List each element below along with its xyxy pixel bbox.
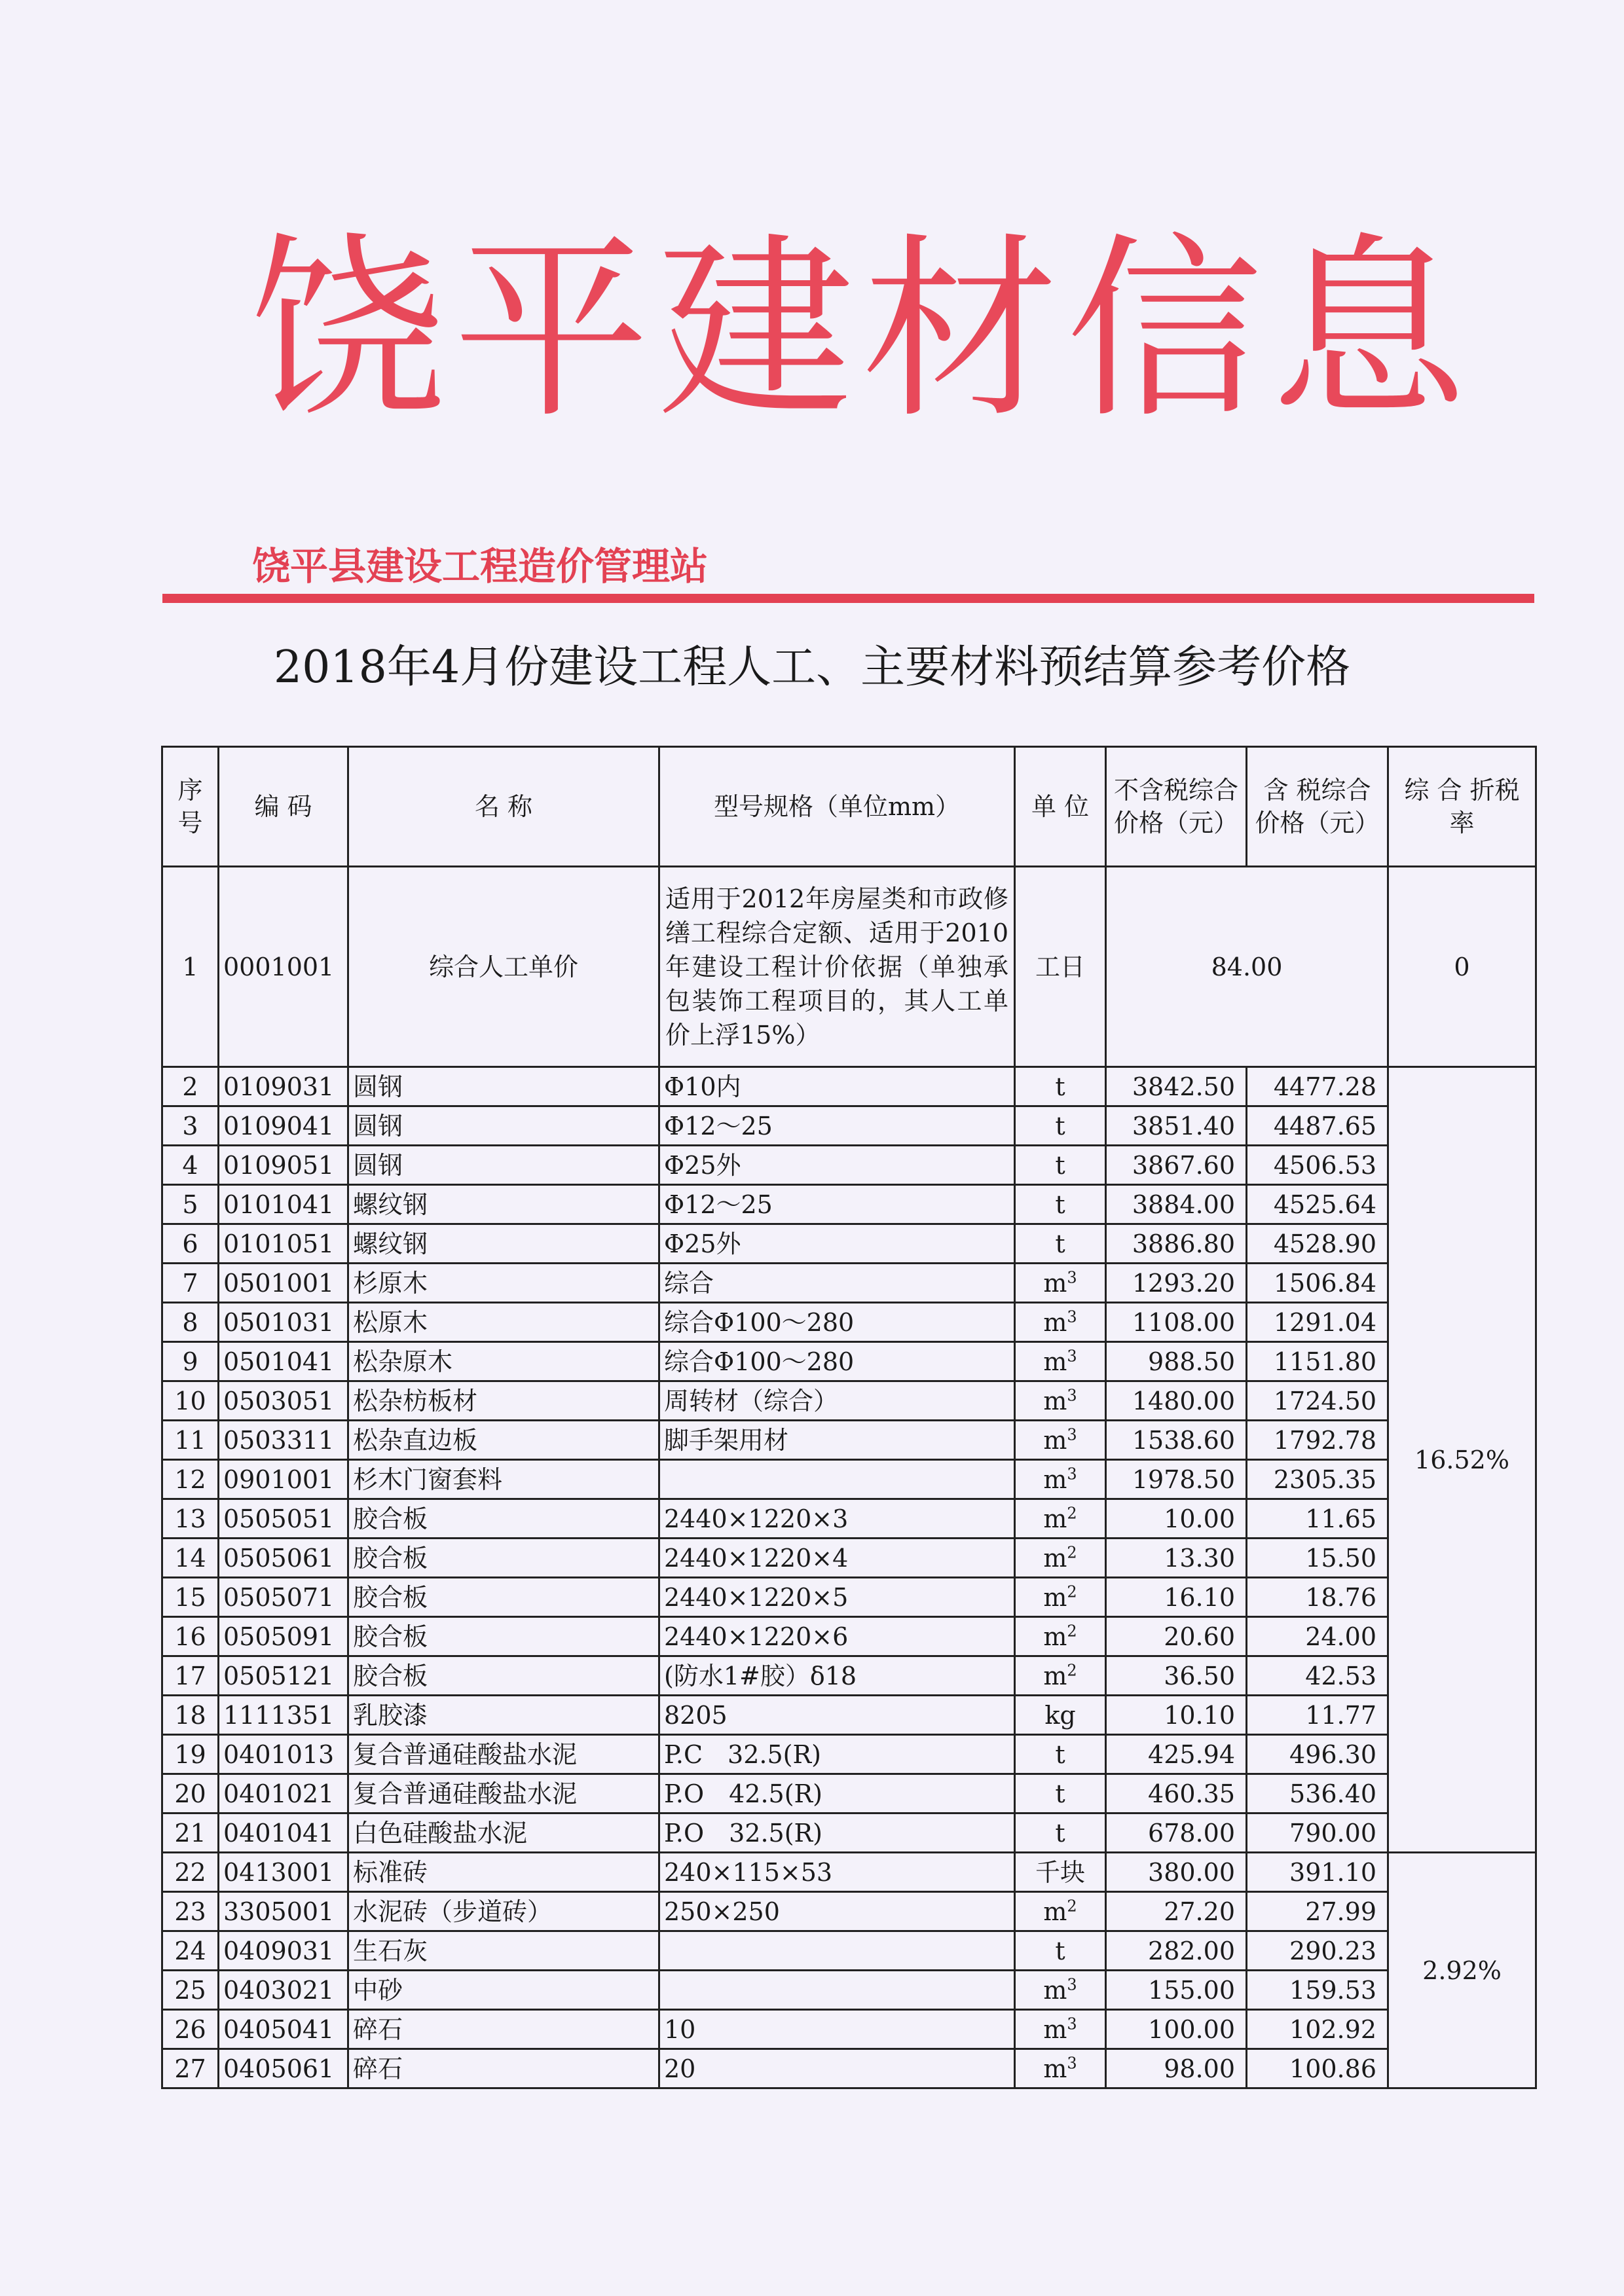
row-unit: $m^2$ bbox=[1015, 1539, 1106, 1578]
row-price-inc-tax: 4506.53 bbox=[1247, 1146, 1388, 1185]
row-unit: $m^3$ bbox=[1015, 1971, 1106, 2010]
row-name: 螺纹钢 bbox=[348, 1224, 659, 1264]
row-code: 3305001 bbox=[219, 1892, 348, 1931]
row-spec: 适用于2012年房屋类和市政修缮工程综合定额、适用于2010年建设工程计价依据（单独承包装饰工程项目的，其人工单价上浮15%） bbox=[659, 867, 1015, 1067]
row-spec: Φ25外 bbox=[659, 1146, 1015, 1185]
table-row bbox=[162, 1539, 1536, 1578]
row-price-inc-tax: 24.00 bbox=[1247, 1617, 1388, 1656]
table-row bbox=[162, 1381, 1536, 1421]
row-unit: t bbox=[1015, 1146, 1106, 1185]
row-name: 胶合板 bbox=[348, 1617, 659, 1656]
header-unit: 单 位 bbox=[1015, 747, 1106, 867]
row-price-ex-tax: 3851.40 bbox=[1106, 1106, 1247, 1146]
row-seq: 23 bbox=[162, 1892, 219, 1931]
row-price-ex-tax: 10.00 bbox=[1106, 1499, 1247, 1539]
header-name: 名 称 bbox=[348, 747, 659, 867]
row-name: 松杂枋板材 bbox=[348, 1381, 659, 1421]
row-price-ex-tax: 1978.50 bbox=[1106, 1460, 1247, 1499]
row-spec: 240×115×53 bbox=[659, 1853, 1015, 1892]
row-name: 复合普通硅酸盐水泥 bbox=[348, 1774, 659, 1813]
row-price-ex-tax: 1480.00 bbox=[1106, 1381, 1247, 1421]
row-name: 碎石 bbox=[348, 2049, 659, 2088]
row-spec: 周转材（综合） bbox=[659, 1381, 1015, 1421]
row-spec: 2440×1220×4 bbox=[659, 1539, 1015, 1578]
row-unit: $m^2$ bbox=[1015, 1656, 1106, 1696]
row-spec bbox=[659, 1460, 1015, 1499]
table-row bbox=[162, 1578, 1536, 1617]
row-spec: P.O 32.5(R) bbox=[659, 1813, 1015, 1853]
row-unit: $m^3$ bbox=[1015, 1303, 1106, 1342]
unit-exponent: 3 bbox=[1067, 1346, 1077, 1365]
row-price-ex-tax: 155.00 bbox=[1106, 1971, 1247, 2010]
header-spec: 型号规格（单位mm） bbox=[659, 747, 1015, 867]
row-name: 胶合板 bbox=[348, 1499, 659, 1539]
row-name: 圆钢 bbox=[348, 1146, 659, 1185]
row-code: 0405061 bbox=[219, 2049, 348, 2088]
row-name: 碎石 bbox=[348, 2010, 659, 2049]
header-tax-rate: 综 合 折税率 bbox=[1388, 747, 1536, 867]
masthead-title: 饶平建材信息 bbox=[249, 216, 1475, 445]
row-price-inc-tax: 11.77 bbox=[1247, 1696, 1388, 1735]
row-seq: 8 bbox=[162, 1303, 219, 1342]
row-seq: 15 bbox=[162, 1578, 219, 1617]
row-name: 圆钢 bbox=[348, 1067, 659, 1106]
table-row bbox=[162, 1067, 1536, 1106]
unit-exponent: 3 bbox=[1067, 1307, 1077, 1326]
row-name: 胶合板 bbox=[348, 1578, 659, 1617]
row-price-merged: 84.00 bbox=[1106, 867, 1388, 1067]
row-seq: 11 bbox=[162, 1421, 219, 1460]
table-row bbox=[162, 1106, 1536, 1146]
row-price-inc-tax: 4528.90 bbox=[1247, 1224, 1388, 1264]
group-tax-rate: 2.92% bbox=[1388, 1853, 1536, 2088]
table-row bbox=[162, 1931, 1536, 1971]
row-seq: 22 bbox=[162, 1853, 219, 1892]
row-spec: 2440×1220×5 bbox=[659, 1578, 1015, 1617]
row-price-inc-tax: 27.99 bbox=[1247, 1892, 1388, 1931]
row-unit: 千块 bbox=[1015, 1853, 1106, 1892]
table-row bbox=[162, 1224, 1536, 1264]
table-row bbox=[162, 1185, 1536, 1224]
row-unit: t bbox=[1015, 1185, 1106, 1224]
row-price-ex-tax: 678.00 bbox=[1106, 1813, 1247, 1853]
row-price-ex-tax: 36.50 bbox=[1106, 1656, 1247, 1696]
row-code: 0401013 bbox=[219, 1735, 348, 1774]
unit-exponent: 2 bbox=[1067, 1621, 1077, 1640]
row-spec: 8205 bbox=[659, 1696, 1015, 1735]
row-unit: $m^2$ bbox=[1015, 1578, 1106, 1617]
header-price-ex-tax: 不含税综合价格（元） bbox=[1106, 747, 1247, 867]
row-code: 0413001 bbox=[219, 1853, 348, 1892]
row-price-inc-tax: 100.86 bbox=[1247, 2049, 1388, 2088]
row-unit: $m^3$ bbox=[1015, 1460, 1106, 1499]
row-price-ex-tax: 1538.60 bbox=[1106, 1421, 1247, 1460]
row-name: 杉木门窗套料 bbox=[348, 1460, 659, 1499]
row-seq: 19 bbox=[162, 1735, 219, 1774]
row-price-ex-tax: 460.35 bbox=[1106, 1774, 1247, 1813]
row-price-ex-tax: 10.10 bbox=[1106, 1696, 1247, 1735]
row-code: 0109051 bbox=[219, 1146, 348, 1185]
row-seq: 4 bbox=[162, 1146, 219, 1185]
row-price-inc-tax: 42.53 bbox=[1247, 1656, 1388, 1696]
header-code: 编 码 bbox=[219, 747, 348, 867]
row-unit: $m^3$ bbox=[1015, 2010, 1106, 2049]
row-price-ex-tax: 988.50 bbox=[1106, 1342, 1247, 1381]
row-unit: t bbox=[1015, 1813, 1106, 1853]
row-price-inc-tax: 536.40 bbox=[1247, 1774, 1388, 1813]
row-price-ex-tax: 1293.20 bbox=[1106, 1264, 1247, 1303]
row-name: 综合人工单价 bbox=[348, 867, 659, 1067]
row-seq: 10 bbox=[162, 1381, 219, 1421]
row-seq: 16 bbox=[162, 1617, 219, 1656]
row-spec: Φ25外 bbox=[659, 1224, 1015, 1264]
row-unit: $m^2$ bbox=[1015, 1617, 1106, 1656]
row-code: 0501041 bbox=[219, 1342, 348, 1381]
unit-exponent: 3 bbox=[1067, 2014, 1077, 2033]
row-name: 生石灰 bbox=[348, 1931, 659, 1971]
unit-exponent: 2 bbox=[1067, 1582, 1077, 1601]
row-name: 胶合板 bbox=[348, 1656, 659, 1696]
row-price-inc-tax: 11.65 bbox=[1247, 1499, 1388, 1539]
row-unit: $m^2$ bbox=[1015, 1499, 1106, 1539]
table-row bbox=[162, 1892, 1536, 1931]
unit-exponent: 3 bbox=[1067, 1975, 1077, 1994]
row-price-inc-tax: 496.30 bbox=[1247, 1735, 1388, 1774]
row-seq: 7 bbox=[162, 1264, 219, 1303]
table-row bbox=[162, 1499, 1536, 1539]
row-price-inc-tax: 102.92 bbox=[1247, 2010, 1388, 2049]
table-row bbox=[162, 1656, 1536, 1696]
row-price-ex-tax: 380.00 bbox=[1106, 1853, 1247, 1892]
row-spec: 综合Φ100～280 bbox=[659, 1342, 1015, 1381]
row-name: 松原木 bbox=[348, 1303, 659, 1342]
document-title: 2018年4月份建设工程人工、主要材料预结算参考价格 bbox=[273, 642, 1351, 693]
row-price-inc-tax: 15.50 bbox=[1247, 1539, 1388, 1578]
row-seq: 27 bbox=[162, 2049, 219, 2088]
row-code: 0505071 bbox=[219, 1578, 348, 1617]
row-unit: kg bbox=[1015, 1696, 1106, 1735]
row-code: 0101041 bbox=[219, 1185, 348, 1224]
row-name: 复合普通硅酸盐水泥 bbox=[348, 1735, 659, 1774]
row-code: 0505061 bbox=[219, 1539, 348, 1578]
row-spec: 脚手架用材 bbox=[659, 1421, 1015, 1460]
table-row bbox=[162, 867, 1536, 1067]
row-price-inc-tax: 391.10 bbox=[1247, 1853, 1388, 1892]
row-spec bbox=[659, 1931, 1015, 1971]
row-seq: 17 bbox=[162, 1656, 219, 1696]
row-seq: 6 bbox=[162, 1224, 219, 1264]
row-code: 0405041 bbox=[219, 2010, 348, 2049]
row-unit: $m^3$ bbox=[1015, 1342, 1106, 1381]
row-unit: t bbox=[1015, 1931, 1106, 1971]
table-row bbox=[162, 1146, 1536, 1185]
organization-name: 饶平县建设工程造价管理站 bbox=[252, 544, 709, 589]
row-seq: 9 bbox=[162, 1342, 219, 1381]
row-price-ex-tax: 3886.80 bbox=[1106, 1224, 1247, 1264]
row-spec: 综合 bbox=[659, 1264, 1015, 1303]
row-code: 0501001 bbox=[219, 1264, 348, 1303]
table-row bbox=[162, 1303, 1536, 1342]
row-price-inc-tax: 290.23 bbox=[1247, 1931, 1388, 1971]
row-spec: Φ12～25 bbox=[659, 1185, 1015, 1224]
row-name: 圆钢 bbox=[348, 1106, 659, 1146]
row-spec: 2440×1220×3 bbox=[659, 1499, 1015, 1539]
header-price-inc-tax: 含 税综合价格（元） bbox=[1247, 747, 1388, 867]
row-name: 中砂 bbox=[348, 1971, 659, 2010]
row-unit: $m^3$ bbox=[1015, 1421, 1106, 1460]
table-row bbox=[162, 1735, 1536, 1774]
row-name: 胶合板 bbox=[348, 1539, 659, 1578]
row-unit: t bbox=[1015, 1224, 1106, 1264]
row-spec: Φ12～25 bbox=[659, 1106, 1015, 1146]
row-price-inc-tax: 2305.35 bbox=[1247, 1460, 1388, 1499]
row-code: 0505051 bbox=[219, 1499, 348, 1539]
row-price-ex-tax: 16.10 bbox=[1106, 1578, 1247, 1617]
table-row bbox=[162, 1264, 1536, 1303]
row-code: 0901001 bbox=[219, 1460, 348, 1499]
row-price-ex-tax: 13.30 bbox=[1106, 1539, 1247, 1578]
row-name: 螺纹钢 bbox=[348, 1185, 659, 1224]
row-price-inc-tax: 1724.50 bbox=[1247, 1381, 1388, 1421]
row-seq: 24 bbox=[162, 1931, 219, 1971]
header-divider bbox=[162, 594, 1534, 603]
row-price-inc-tax: 4487.65 bbox=[1247, 1106, 1388, 1146]
row-spec bbox=[659, 1971, 1015, 2010]
row-code: 0501031 bbox=[219, 1303, 348, 1342]
table-row bbox=[162, 1971, 1536, 2010]
row-spec: 2440×1220×6 bbox=[659, 1617, 1015, 1656]
row-price-ex-tax: 98.00 bbox=[1106, 2049, 1247, 2088]
unit-exponent: 3 bbox=[1067, 1425, 1077, 1444]
table-row bbox=[162, 1460, 1536, 1499]
row-code: 0401041 bbox=[219, 1813, 348, 1853]
row-name: 杉原木 bbox=[348, 1264, 659, 1303]
row-unit: t bbox=[1015, 1067, 1106, 1106]
table-row bbox=[162, 1774, 1536, 1813]
row-unit: $m^3$ bbox=[1015, 1264, 1106, 1303]
table-row bbox=[162, 2010, 1536, 2049]
unit-exponent: 3 bbox=[1067, 1464, 1077, 1483]
row-seq: 13 bbox=[162, 1499, 219, 1539]
row-code: 0505121 bbox=[219, 1656, 348, 1696]
row-code: 0001001 bbox=[219, 867, 348, 1067]
unit-exponent: 2 bbox=[1067, 1503, 1077, 1522]
row-unit: t bbox=[1015, 1106, 1106, 1146]
unit-exponent: 3 bbox=[1067, 1267, 1077, 1286]
row-price-ex-tax: 1108.00 bbox=[1106, 1303, 1247, 1342]
unit-exponent: 2 bbox=[1067, 1660, 1077, 1679]
row-spec: 10 bbox=[659, 2010, 1015, 2049]
group-tax-rate: 16.52% bbox=[1388, 1067, 1536, 1853]
row-price-inc-tax: 159.53 bbox=[1247, 1971, 1388, 2010]
row-spec: (防水1#胶）δ18 bbox=[659, 1656, 1015, 1696]
row-code: 0505091 bbox=[219, 1617, 348, 1656]
unit-exponent: 3 bbox=[1067, 1385, 1077, 1404]
table-row bbox=[162, 1696, 1536, 1735]
row-price-ex-tax: 100.00 bbox=[1106, 2010, 1247, 2049]
row-code: 0409031 bbox=[219, 1931, 348, 1971]
table-row bbox=[162, 1813, 1536, 1853]
row-spec: 250×250 bbox=[659, 1892, 1015, 1931]
header-seq: 序号 bbox=[162, 747, 219, 867]
row-tax-rate: 0 bbox=[1388, 867, 1536, 1067]
row-price-ex-tax: 3842.50 bbox=[1106, 1067, 1247, 1106]
row-seq: 12 bbox=[162, 1460, 219, 1499]
row-code: 0401021 bbox=[219, 1774, 348, 1813]
row-unit: $m^3$ bbox=[1015, 1381, 1106, 1421]
row-code: 0101051 bbox=[219, 1224, 348, 1264]
unit-exponent: 2 bbox=[1067, 1896, 1077, 1915]
row-unit: t bbox=[1015, 1735, 1106, 1774]
row-code: 0109041 bbox=[219, 1106, 348, 1146]
unit-exponent: 2 bbox=[1067, 1542, 1077, 1561]
row-seq: 3 bbox=[162, 1106, 219, 1146]
row-spec: 综合Φ100～280 bbox=[659, 1303, 1015, 1342]
row-code: 1111351 bbox=[219, 1696, 348, 1735]
row-spec: P.C 32.5(R) bbox=[659, 1735, 1015, 1774]
table-row bbox=[162, 1342, 1536, 1381]
row-price-inc-tax: 1506.84 bbox=[1247, 1264, 1388, 1303]
row-spec: P.O 42.5(R) bbox=[659, 1774, 1015, 1813]
row-spec: 20 bbox=[659, 2049, 1015, 2088]
row-price-ex-tax: 425.94 bbox=[1106, 1735, 1247, 1774]
table-row bbox=[162, 1617, 1536, 1656]
row-seq: 5 bbox=[162, 1185, 219, 1224]
row-name: 白色硅酸盐水泥 bbox=[348, 1813, 659, 1853]
row-code: 0403021 bbox=[219, 1971, 348, 2010]
unit-exponent: 3 bbox=[1067, 2053, 1077, 2072]
row-code: 0503311 bbox=[219, 1421, 348, 1460]
table-row bbox=[162, 1421, 1536, 1460]
row-seq: 25 bbox=[162, 1971, 219, 2010]
row-price-inc-tax: 1291.04 bbox=[1247, 1303, 1388, 1342]
row-seq: 20 bbox=[162, 1774, 219, 1813]
row-price-ex-tax: 282.00 bbox=[1106, 1931, 1247, 1971]
row-unit: $m^2$ bbox=[1015, 1892, 1106, 1931]
row-price-inc-tax: 790.00 bbox=[1247, 1813, 1388, 1853]
row-unit: t bbox=[1015, 1774, 1106, 1813]
table-row bbox=[162, 1853, 1536, 1892]
row-unit: 工日 bbox=[1015, 867, 1106, 1067]
row-code: 0503051 bbox=[219, 1381, 348, 1421]
row-code: 0109031 bbox=[219, 1067, 348, 1106]
row-price-inc-tax: 4477.28 bbox=[1247, 1067, 1388, 1106]
row-seq: 2 bbox=[162, 1067, 219, 1106]
row-seq: 14 bbox=[162, 1539, 219, 1578]
row-price-inc-tax: 1792.78 bbox=[1247, 1421, 1388, 1460]
row-name: 水泥砖（步道砖） bbox=[348, 1892, 659, 1931]
row-price-ex-tax: 3867.60 bbox=[1106, 1146, 1247, 1185]
price-table bbox=[161, 746, 1537, 2089]
row-unit: $m^3$ bbox=[1015, 2049, 1106, 2088]
row-price-ex-tax: 3884.00 bbox=[1106, 1185, 1247, 1224]
table-row bbox=[162, 2049, 1536, 2088]
row-name: 松杂原木 bbox=[348, 1342, 659, 1381]
row-price-ex-tax: 20.60 bbox=[1106, 1617, 1247, 1656]
row-price-inc-tax: 18.76 bbox=[1247, 1578, 1388, 1617]
row-name: 松杂直边板 bbox=[348, 1421, 659, 1460]
row-seq: 1 bbox=[162, 867, 219, 1067]
row-price-inc-tax: 4525.64 bbox=[1247, 1185, 1388, 1224]
row-seq: 26 bbox=[162, 2010, 219, 2049]
row-price-ex-tax: 27.20 bbox=[1106, 1892, 1247, 1931]
row-seq: 21 bbox=[162, 1813, 219, 1853]
row-spec: Φ10内 bbox=[659, 1067, 1015, 1106]
row-name: 标准砖 bbox=[348, 1853, 659, 1892]
row-seq: 18 bbox=[162, 1696, 219, 1735]
row-price-inc-tax: 1151.80 bbox=[1247, 1342, 1388, 1381]
row-name: 乳胶漆 bbox=[348, 1696, 659, 1735]
table-header-row bbox=[162, 747, 1536, 867]
